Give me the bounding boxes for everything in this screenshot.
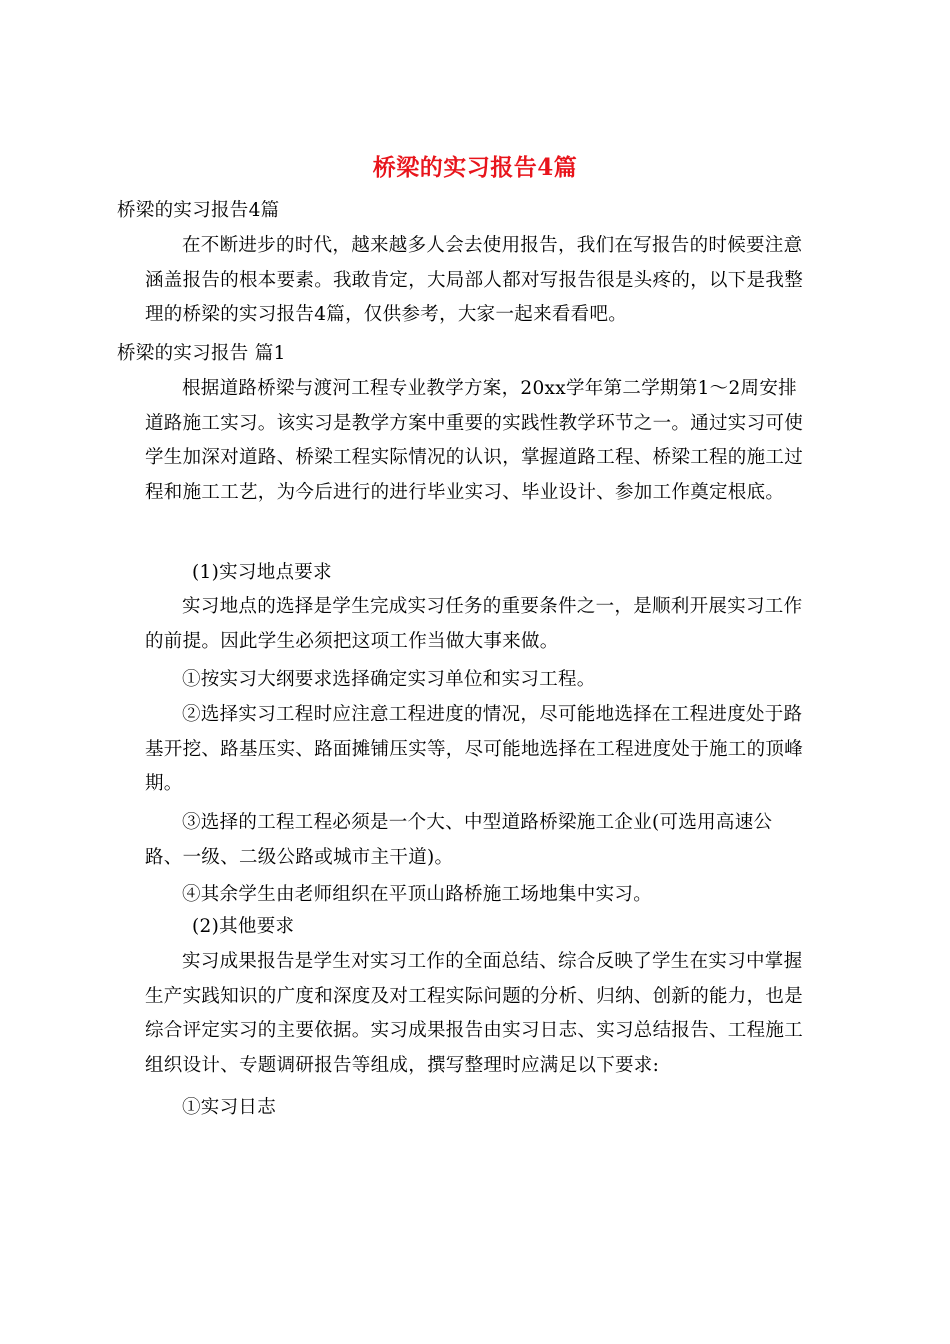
list-item-4: ④其余学生由老师组织在平顶山路桥施工场地集中实习。 bbox=[182, 884, 653, 905]
list-item-2: ②选择实习工程时应注意工程进度的情况，尽可能地选择在工程进度处于路基开挖、路基压实、路面摊铺压实等，尽可能地选择在工程进度处于施工的顶峰期。 bbox=[145, 704, 804, 794]
subheading-location: (1)实习地点要求 bbox=[192, 562, 332, 583]
document-title: 桥梁的实习报告4篇 bbox=[372, 154, 578, 181]
body-paragraph-2: 实习地点的选择是学生完成实习任务的重要条件之一，是顺利开展实习工作的前提。因此学生必须把这项工作当做大事来做。 bbox=[145, 596, 803, 652]
body-paragraph-1: 根据道路桥梁与渡河工程专业教学方案，20xx学年第二学期第1～2周安排道路施工实习。该实习是教学方案中重要的实践性教学环节之一。通过实习可使学生加深对道路、桥梁工程实际情况的认识，掌握道路工程、桥梁工程的施工过程和施工工艺，为今后进行的进行毕业实习、毕业设计、参加工作奠定根底。 bbox=[145, 378, 804, 503]
subheading-other: (2)其他要求 bbox=[192, 916, 295, 937]
body-paragraph-3: 实习成果报告是学生对实习工作的全面总结、综合反映了学生在实习中掌握生产实践知识的广度和深度及对工程实际问题的分析、归纳、创新的能力，也是综合评定实习的主要依据。实习成果报告由实习日志、实习总结报告、工程施工组织设计、专题调研报告等组成，撰写整理时应满足以下要求: bbox=[145, 951, 804, 1076]
list-item-3: ③选择的工程工程必须是一个大、中型道路桥梁施工企业(可选用高速公路、一级、二级公路或城市主干道)。 bbox=[145, 812, 773, 868]
section-heading: 桥梁的实习报告 篇1 bbox=[117, 343, 286, 364]
intro-paragraph: 在不断进步的时代，越来越多人会去使用报告，我们在写报告的时候要注意涵盖报告的根本要素。我敢肯定，大局部人都对写报告很是头疼的，以下是我整理的桥梁的实习报告4篇，仅供参考，大家一起来看看吧。 bbox=[145, 235, 804, 325]
list-item-5: ①实习日志 bbox=[182, 1097, 277, 1118]
document-subtitle: 桥梁的实习报告4篇 bbox=[117, 200, 280, 221]
list-item-1: ①按实习大纲要求选择确定实习单位和实习工程。 bbox=[182, 669, 596, 690]
